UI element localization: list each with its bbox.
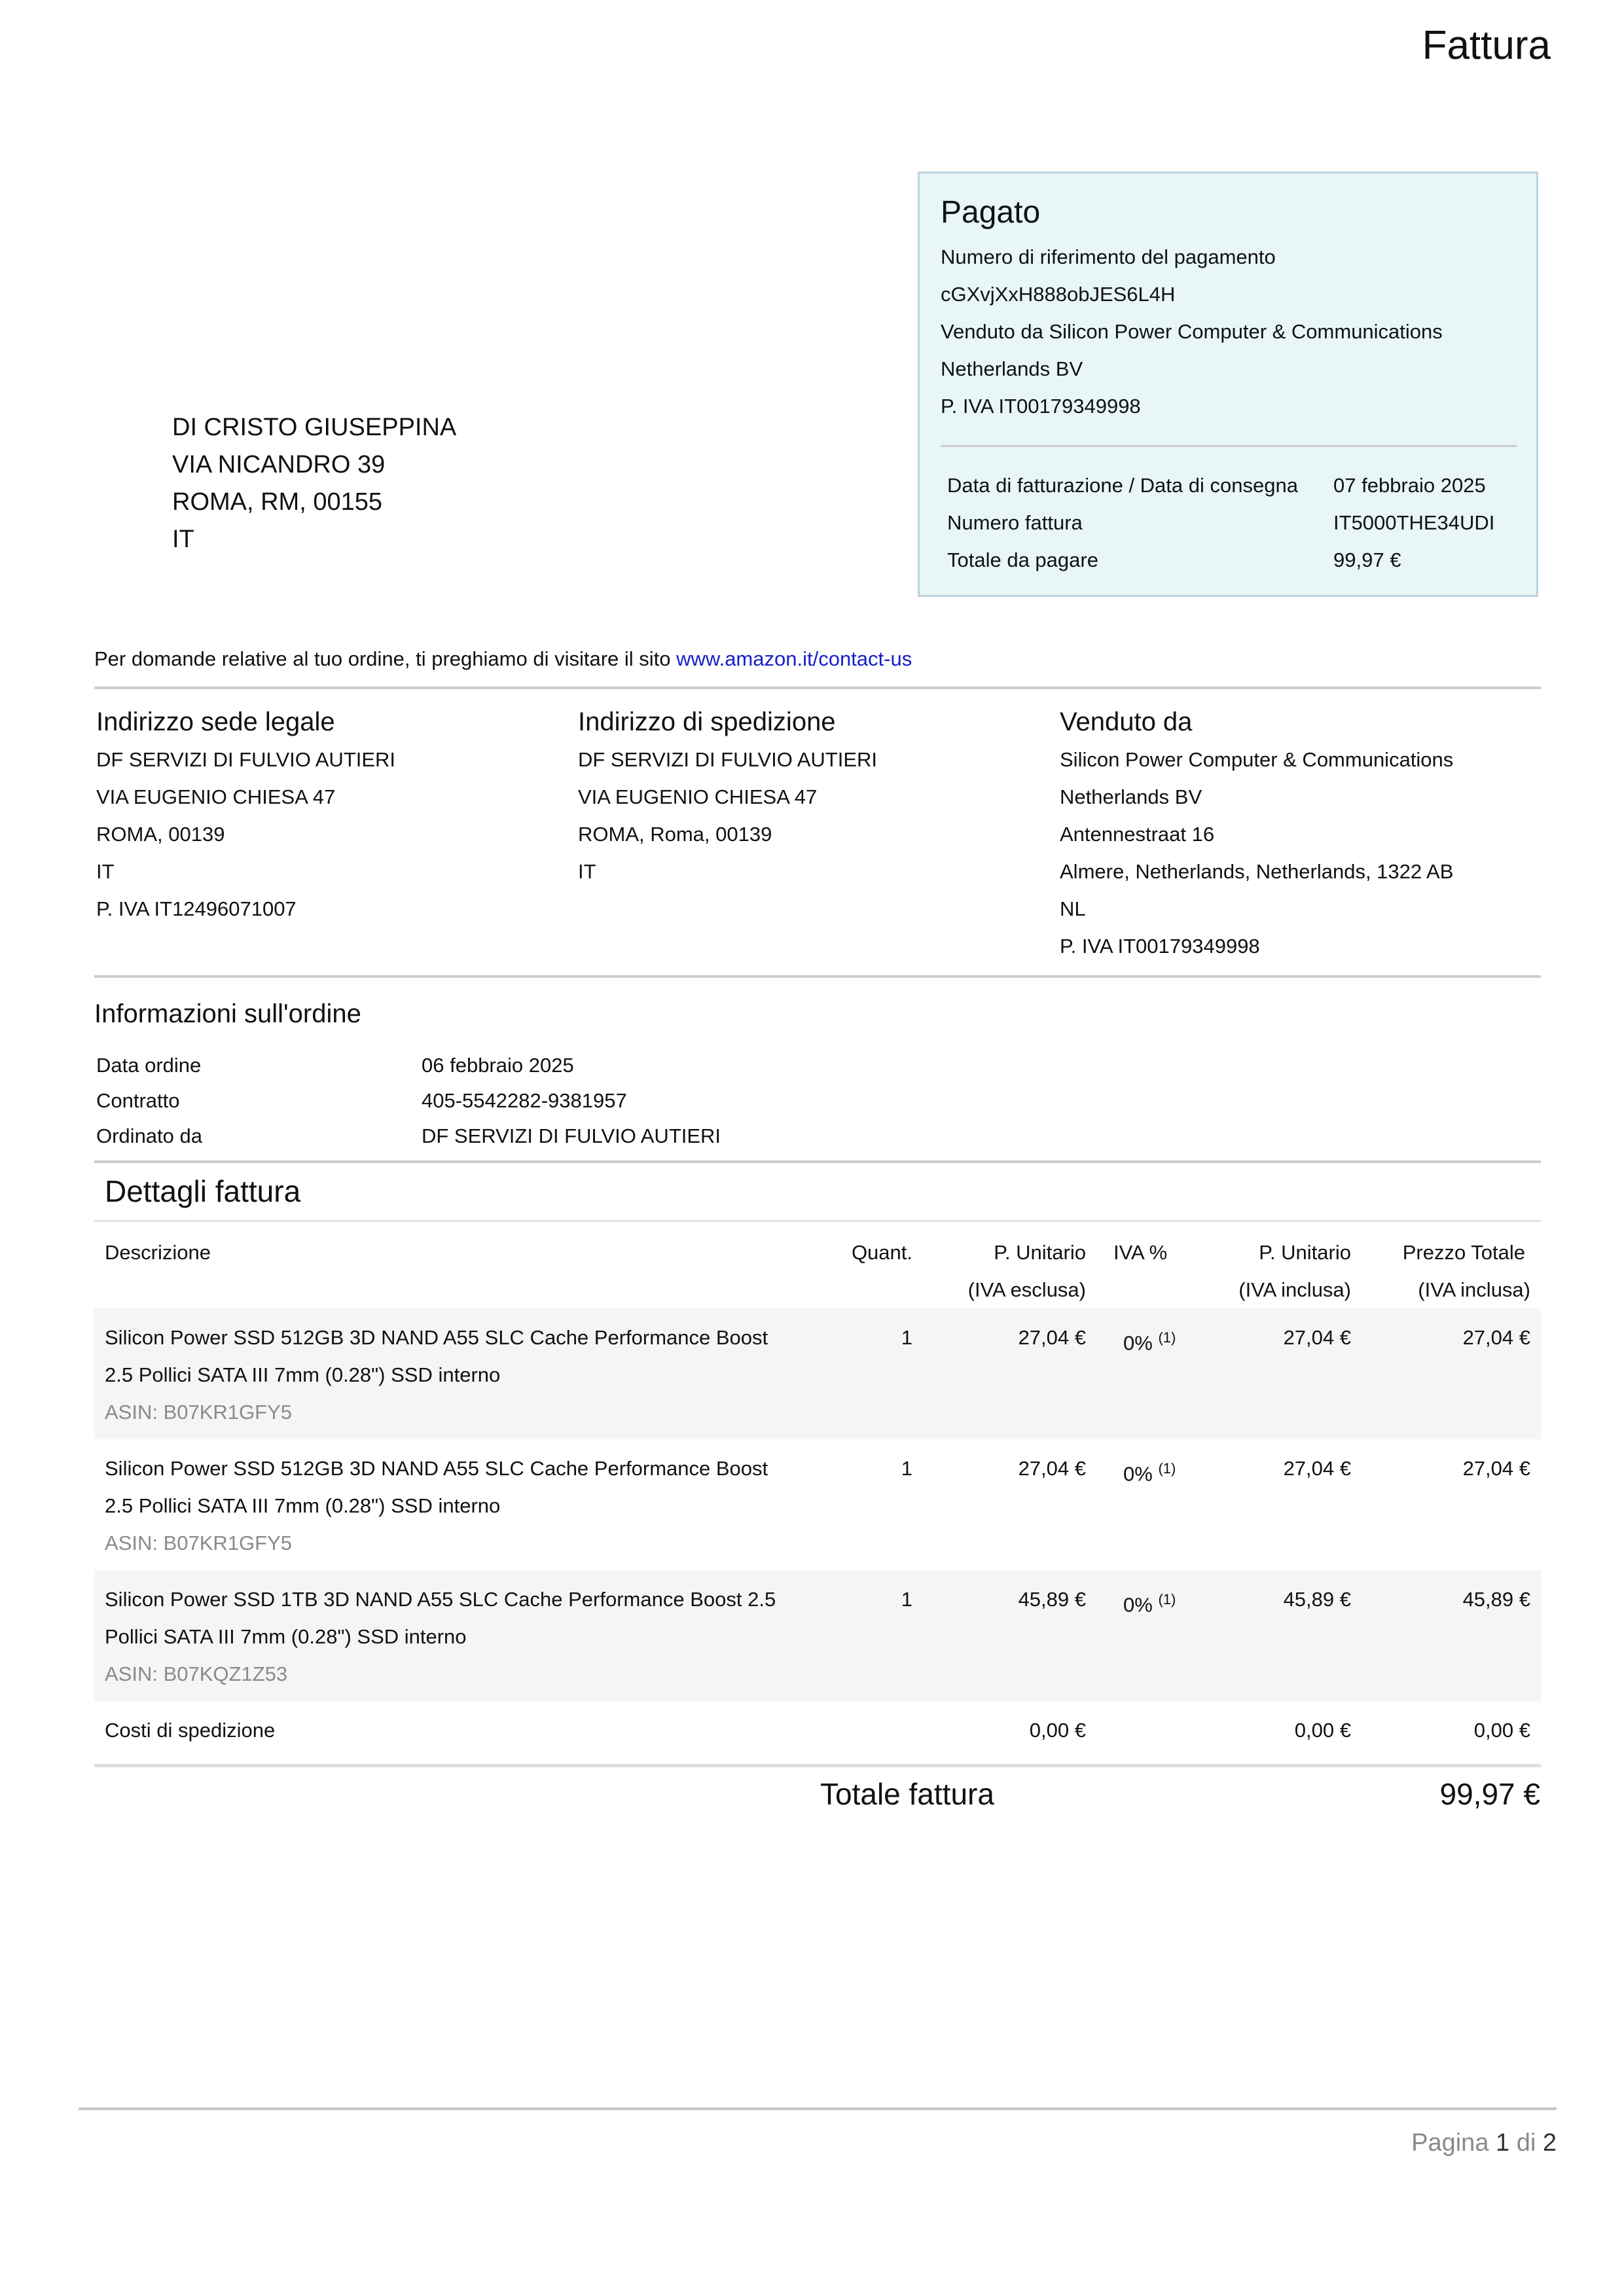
item-description-line1: Silicon Power SSD 512GB 3D NAND A55 SLC Cache Performance Boost	[105, 1457, 768, 1480]
item-quantity: 1	[901, 1457, 912, 1480]
invoice-total-label: Totale fattura	[820, 1777, 994, 1811]
table-row	[94, 1439, 1541, 1570]
invoice-details-table	[94, 1234, 1541, 1763]
payment-status-box	[918, 171, 1538, 597]
order-info-table	[96, 1048, 721, 1154]
customer-street: VIA NICANDRO 39	[172, 451, 386, 478]
page-total: 2	[1542, 2129, 1557, 2157]
page-current: 1	[1496, 2129, 1510, 2157]
divider	[94, 687, 1541, 689]
column-unit-price-incl-line2: (IVA inclusa)	[1238, 1278, 1351, 1301]
item-unit-price-excl: 27,04 €	[1018, 1326, 1086, 1349]
contact-text: Per domande relative al tuo ordine, ti preghiamo di visitare il sito	[94, 647, 677, 670]
seller-address-line: Netherlands BV	[1060, 785, 1202, 808]
shipping-address-line: ROMA, Roma, 00139	[578, 823, 772, 846]
order-info-row	[96, 1119, 721, 1154]
order-info-row	[96, 1083, 721, 1119]
invoice-number-value: IT5000THE34UDI	[1333, 511, 1495, 534]
item-vat-note: (1)	[1158, 1460, 1176, 1477]
order-date-label: Data ordine	[96, 1054, 202, 1077]
item-vat	[1123, 1581, 1176, 1623]
item-description	[105, 1319, 799, 1431]
legal-address	[96, 704, 395, 927]
item-description-line1: Silicon Power SSD 512GB 3D NAND A55 SLC Cache Performance Boost	[105, 1326, 768, 1349]
amount-due-value: 99,97 €	[1333, 548, 1401, 571]
item-vat-note: (1)	[1158, 1591, 1176, 1607]
item-vat-rate: 0%	[1123, 1331, 1153, 1355]
column-unit-price-excl-line1: P. Unitario	[994, 1241, 1086, 1264]
item-vat-note: (1)	[1158, 1329, 1176, 1346]
customer-country: IT	[172, 526, 194, 553]
shipping-unit-price-excl: 0,00 €	[1029, 1719, 1086, 1742]
legal-address-line: DF SERVIZI DI FULVIO AUTIERI	[96, 748, 396, 771]
item-quantity: 1	[901, 1326, 912, 1349]
divider	[94, 1764, 1541, 1767]
contract-value: 405-5542282-9381957	[422, 1089, 627, 1112]
item-vat-rate: 0%	[1123, 1462, 1153, 1486]
item-total-price: 45,89 €	[1462, 1588, 1530, 1611]
column-unit-price-excl	[968, 1234, 1086, 1308]
item-unit-price-incl: 27,04 €	[1283, 1326, 1351, 1349]
column-total-price	[1403, 1234, 1530, 1308]
table-row	[94, 1308, 1541, 1439]
shipping-cost-row	[94, 1701, 1541, 1763]
item-description	[105, 1581, 799, 1693]
item-description	[105, 1450, 799, 1562]
invoice-details-heading: Dettagli fattura	[105, 1174, 301, 1208]
item-unit-price-excl: 45,89 €	[1018, 1588, 1086, 1611]
legal-address-heading: Indirizzo sede legale	[96, 708, 335, 736]
column-total-price-line2: (IVA inclusa)	[1418, 1278, 1530, 1301]
invoice-summary-table	[947, 467, 1510, 579]
amount-due-label: Totale da pagare	[947, 548, 1098, 571]
page-indicator	[1411, 2129, 1557, 2157]
contract-label: Contratto	[96, 1089, 180, 1112]
seller-address-line: Silicon Power Computer & Communications	[1060, 748, 1454, 771]
seller-address-line: NL	[1060, 897, 1086, 920]
payment-sold-by-line1: Venduto da Silicon Power Computer & Communications	[941, 320, 1443, 343]
item-description-line1: Silicon Power SSD 1TB 3D NAND A55 SLC Cache Performance Boost 2.5	[105, 1588, 776, 1611]
shipping-unit-price-incl: 0,00 €	[1294, 1719, 1351, 1742]
page-of-word: di	[1516, 2129, 1536, 2157]
item-description-line2: 2.5 Pollici SATA III 7mm (0.28") SSD interno	[105, 1494, 501, 1517]
column-total-price-line1: Prezzo Totale	[1402, 1241, 1525, 1264]
seller-address-line: P. IVA IT00179349998	[1060, 935, 1260, 958]
payment-vat-number: P. IVA IT00179349998	[941, 395, 1141, 418]
column-unit-price-incl	[1238, 1234, 1351, 1308]
shipping-address-line: VIA EUGENIO CHIESA 47	[578, 785, 818, 808]
ordered-by-value: DF SERVIZI DI FULVIO AUTIERI	[422, 1124, 721, 1147]
invoice-date-value: 07 febbraio 2025	[1333, 473, 1486, 497]
item-vat	[1123, 1319, 1176, 1361]
item-total-price: 27,04 €	[1462, 1326, 1530, 1349]
legal-address-line: IT	[96, 860, 115, 883]
customer-city: ROMA, RM, 00155	[172, 488, 382, 516]
item-asin: ASIN: B07KR1GFY5	[105, 1532, 293, 1554]
seller-address-heading: Venduto da	[1060, 708, 1193, 736]
document-title: Fattura	[1422, 23, 1551, 68]
payment-sold-by-line2: Netherlands BV	[941, 357, 1083, 380]
shipping-address-line: IT	[578, 860, 596, 883]
column-vat: IVA %	[1113, 1241, 1168, 1264]
order-info-row	[96, 1048, 721, 1083]
payment-reference-value: cGXvjXxH888obJES6L4H	[941, 283, 1176, 306]
customer-name: DI CRISTO GIUSEPPINA	[172, 414, 457, 441]
column-unit-price-incl-line1: P. Unitario	[1259, 1241, 1351, 1264]
shipping-address	[578, 704, 877, 890]
legal-address-line: VIA EUGENIO CHIESA 47	[96, 785, 336, 808]
shipping-address-heading: Indirizzo di spedizione	[578, 708, 836, 736]
item-vat	[1123, 1450, 1176, 1492]
item-description-line2: 2.5 Pollici SATA III 7mm (0.28") SSD interno	[105, 1363, 501, 1386]
table-row	[94, 1570, 1541, 1701]
column-quantity: Quant.	[851, 1241, 912, 1264]
item-quantity: 1	[901, 1588, 912, 1611]
shipping-cost-label: Costi di spedizione	[105, 1719, 276, 1742]
seller-address-line: Antennestraat 16	[1060, 823, 1215, 846]
footer-divider	[79, 2108, 1557, 2110]
invoice-number-label: Numero fattura	[947, 511, 1083, 534]
column-unit-price-excl-line2: (IVA esclusa)	[967, 1278, 1086, 1301]
item-asin: ASIN: B07KR1GFY5	[105, 1401, 293, 1424]
item-unit-price-excl: 27,04 €	[1018, 1457, 1086, 1480]
invoice-summary-row	[947, 467, 1510, 504]
shipping-total-price: 0,00 €	[1473, 1719, 1530, 1742]
seller-address	[1060, 704, 1453, 965]
divider	[94, 975, 1541, 978]
item-total-price: 27,04 €	[1462, 1457, 1530, 1480]
shipping-address-line: DF SERVIZI DI FULVIO AUTIERI	[578, 748, 878, 771]
invoice-total-value: 99,97 €	[1439, 1777, 1540, 1811]
invoice-summary-row	[947, 504, 1510, 541]
seller-address-line: Almere, Netherlands, Netherlands, 1322 AB	[1060, 860, 1454, 883]
page-word: Pagina	[1411, 2129, 1489, 2157]
invoice-date-label: Data di fatturazione / Data di consegna	[947, 473, 1298, 497]
order-info-heading: Informazioni sull'ordine	[94, 999, 361, 1028]
payment-reference-label: Numero di riferimento del pagamento	[941, 245, 1276, 268]
customer-address	[172, 409, 456, 558]
divider	[94, 1160, 1541, 1163]
ordered-by-label: Ordinato da	[96, 1124, 202, 1147]
payment-divider	[941, 445, 1517, 447]
item-unit-price-incl: 27,04 €	[1283, 1457, 1351, 1480]
item-unit-price-incl: 45,89 €	[1283, 1588, 1351, 1611]
item-description-line2: Pollici SATA III 7mm (0.28") SSD interno	[105, 1625, 467, 1648]
item-vat-rate: 0%	[1123, 1593, 1153, 1617]
contact-notice	[94, 647, 912, 671]
column-description: Descrizione	[105, 1241, 211, 1264]
contact-link[interactable]: www.amazon.it/contact-us	[676, 647, 912, 670]
invoice-summary-row	[947, 541, 1510, 579]
payment-status: Pagato	[941, 195, 1041, 230]
table-header	[94, 1234, 1541, 1308]
order-date-value: 06 febbraio 2025	[422, 1054, 574, 1077]
divider	[94, 1220, 1541, 1222]
legal-address-line: ROMA, 00139	[96, 823, 225, 846]
legal-address-line: P. IVA IT12496071007	[96, 897, 297, 920]
item-asin: ASIN: B07KQZ1Z53	[105, 1662, 288, 1685]
